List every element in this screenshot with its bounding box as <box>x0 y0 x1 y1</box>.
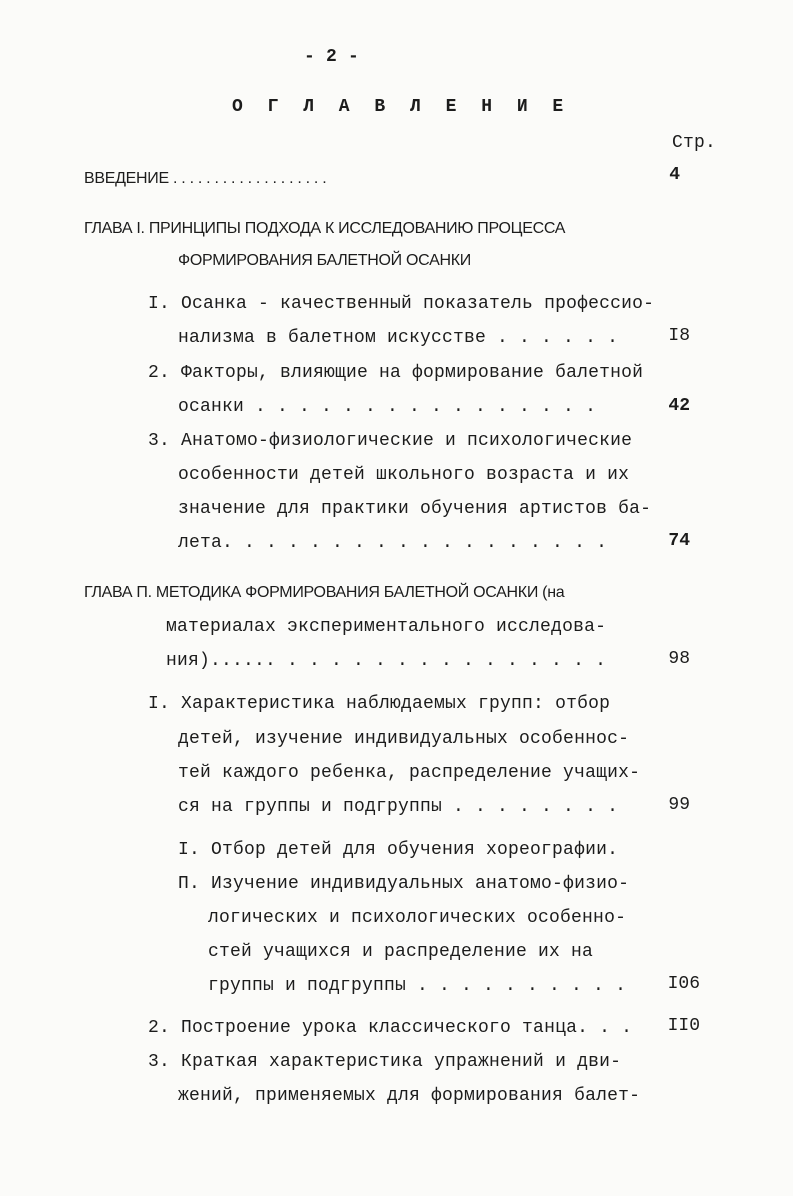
toc-chapter-1-title: ГЛАВА I. ПРИНЦИПЫ ПОДХОДА К ИССЛЕДОВАНИЮ ПРОЦЕССА <box>84 220 566 237</box>
toc-subsection-2-1-ii-line-1: П. Изучение индивидуальных анатомо-физио- <box>178 874 630 894</box>
toc-section-1-3-line-2: особенности детей школьного возраста и их <box>178 465 630 485</box>
toc-section-1-1-line-2: нализма в балетном искусстве . . . . . . <box>178 328 619 348</box>
toc-page-2-1: 99 <box>668 795 690 815</box>
toc-section-2-1-line-1: I. Характеристика наблюдаемых групп: отбор <box>148 694 611 714</box>
toc-entry-introduction: ВВЕДЕНИЕ . . . . . . . . . . . . . . . . . . . <box>84 170 327 187</box>
toc-section-2-3-line-1: 3. Краткая характеристика упражнений и дви- <box>148 1052 622 1072</box>
toc-section-2-3-line-2: жений, применяемых для формирования балет- <box>178 1086 641 1106</box>
toc-page-1-3: 74 <box>668 531 690 551</box>
toc-page-1-1: I8 <box>668 326 690 346</box>
toc-page-1-2: 42 <box>668 396 690 416</box>
toc-subsection-2-1-i: I. Отбор детей для обучения хореографии. <box>178 840 619 860</box>
toc-section-1-2-line-2: осанки . . . . . . . . . . . . . . . . <box>178 397 597 417</box>
toc-section-1-3-line-4: лета. . . . . . . . . . . . . . . . . . <box>178 533 608 553</box>
toc-chapter-2-line-1: ГЛАВА П. МЕТОДИКА ФОРМИРОВАНИЯ БАЛЕТНОЙ ОСАНКИ (на <box>84 584 565 601</box>
toc-page-introduction: 4 <box>669 165 680 185</box>
toc-section-2-1-line-3: тей каждого ребенка, распределение учащих- <box>178 763 641 783</box>
toc-subsection-2-1-ii-line-4: группы и подгруппы . . . . . . . . . . <box>208 976 627 996</box>
toc-subsection-2-1-ii-line-3: стей учащихся и распределение их на <box>208 942 594 962</box>
toc-section-2-2: 2. Построение урока классического танца. . . <box>148 1018 633 1038</box>
toc-subsection-2-1-ii-line-2: логических и психологических особенно- <box>208 908 627 928</box>
toc-section-2-1-line-4: ся на группы и подгруппы . . . . . . . . <box>178 797 619 817</box>
toc-chapter-1-title-cont: ФОРМИРОВАНИЯ БАЛЕТНОЙ ОСАНКИ <box>178 252 471 269</box>
page-number: - 2 - <box>304 47 360 67</box>
toc-page-chapter-2: 98 <box>668 649 690 669</box>
toc-section-1-1-line-1: I. Осанка - качественный показатель профессио- <box>148 294 655 314</box>
page-title: О Г Л А В Л Е Н И Е <box>232 97 571 117</box>
toc-section-1-3-line-1: 3. Анатомо-физиологические и психологические <box>148 431 633 451</box>
toc-section-1-3-line-3: значение для практики обучения артистов ба- <box>178 499 652 519</box>
toc-chapter-2-line-3: ния)...... . . . . . . . . . . . . . . . <box>166 651 607 671</box>
toc-page-2-2: II0 <box>667 1016 700 1036</box>
toc-section-1-2-line-1: 2. Факторы, влияющие на формирование балетной <box>148 363 644 383</box>
page-column-label: Стр. <box>672 133 717 153</box>
toc-chapter-2-line-2: материалах экспериментального исследова- <box>166 617 607 637</box>
toc-page-2-1-ii: I06 <box>667 974 700 994</box>
toc-section-2-1-line-2: детей, изучение индивидуальных особеннос- <box>178 729 630 749</box>
